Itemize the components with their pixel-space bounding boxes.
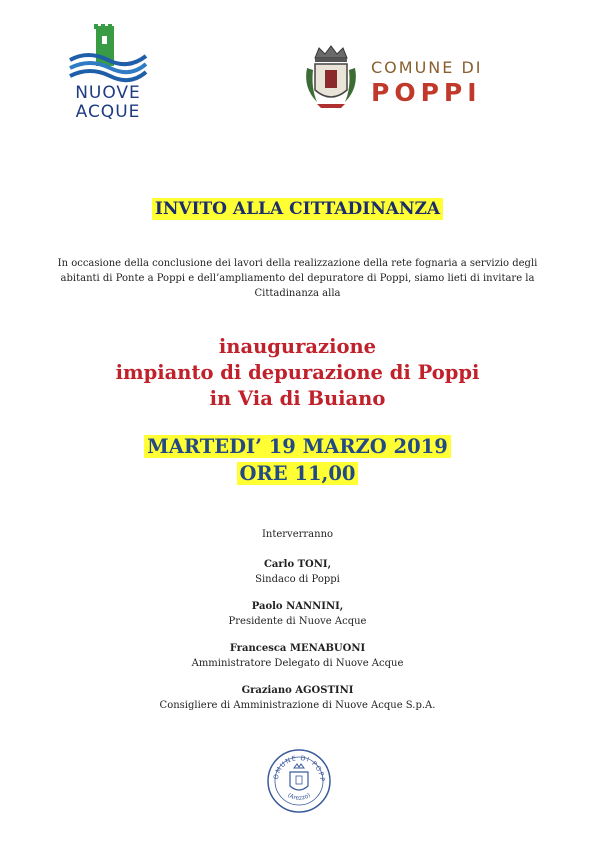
event-line: impianto di depurazione di Poppi — [115, 361, 480, 384]
intro-line: In occasione della conclusione dei lavori della realizzazione della rete fognaria a servizio degli — [57, 258, 538, 269]
speaker-name: Paolo NANNINI, — [251, 601, 344, 612]
speaker-name: Carlo TONI, — [263, 559, 332, 570]
speaker-name: Graziano AGOSTINI — [241, 685, 354, 696]
stamp-bottom-text: (Arezzo) — [286, 791, 312, 802]
speaker — [0, 557, 595, 587]
event-day: MARTEDI’ 19 MARZO 2019 — [144, 435, 451, 458]
speaker-role: Presidente di Nuove Acque — [228, 616, 367, 627]
stamp-top-text: OMUNE DI POPP — [271, 753, 327, 783]
comune-poppi-logo — [303, 44, 493, 114]
speaker-role: Consigliere di Amministrazione di Nuove Acque S.p.A. — [159, 700, 436, 711]
speaker-last-name: MENABUONI — [289, 643, 366, 654]
speaker-name — [0, 641, 595, 656]
nuove-acque-line2: ACQUE — [75, 102, 141, 122]
event-line: inaugurazione — [218, 335, 377, 358]
comune-stamp — [266, 748, 332, 814]
invitation-title — [0, 199, 595, 219]
nuove-acque-logo — [68, 22, 148, 124]
poppi-text: POPPI — [371, 78, 482, 107]
speaker — [0, 641, 595, 671]
event-time: ORE 11,00 — [237, 462, 359, 485]
tower-waves-logo-icon — [68, 22, 148, 84]
coat-of-arms-icon — [303, 44, 359, 112]
speakers-list — [0, 527, 595, 725]
invitation-title-text: INVITO ALLA CITTADINANZA — [152, 198, 443, 220]
event-line: in Via di Buiano — [209, 387, 386, 410]
speaker — [0, 599, 595, 629]
event-title — [0, 334, 595, 412]
speaker-role: Sindaco di Poppi — [255, 574, 340, 585]
nuove-acque-line1: NUOVE — [75, 83, 141, 103]
intro-line: abitanti di Ponte a Poppi e dell’ampliamento del depuratore di Poppi, siamo lieti di invitare la — [60, 273, 535, 284]
speaker — [0, 683, 595, 713]
comune-di-text: COMUNE DI — [371, 58, 483, 77]
intro-line: Cittadinanza alla — [254, 288, 341, 299]
speaker-role: Amministratore Delegato di Nuove Acque — [191, 658, 404, 669]
interverranno-label: Interverranno — [261, 529, 334, 540]
svg-text:(Arezzo) — [286, 792, 311, 802]
round-stamp-icon — [266, 748, 332, 814]
intro-paragraph — [50, 256, 545, 301]
event-date — [0, 433, 595, 487]
speaker-first-name: Francesca — [229, 643, 287, 654]
